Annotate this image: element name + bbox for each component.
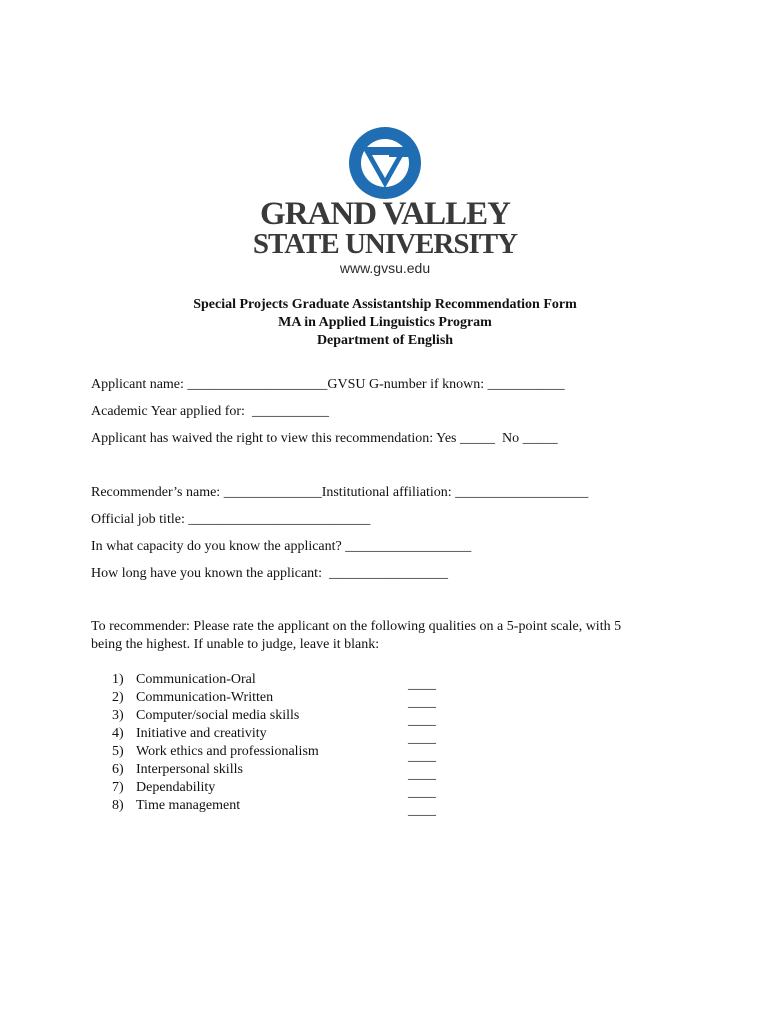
recommender-name-field[interactable]: Recommender’s name: ______________Institutional affiliation: ___________________ [91,485,589,500]
wordmark-line2: STATE UNIVERSITY [252,228,518,260]
list-item [112,725,319,743]
list-item [112,707,319,725]
list-item [112,671,319,689]
website-url: www.gvsu.edu [339,260,431,276]
rating-blank[interactable]: ____ [408,785,436,800]
item-label: Initiative and creativity [136,726,267,741]
academic-year-field[interactable]: Academic Year applied for: ___________ [91,404,329,419]
item-number: 4) [112,726,124,741]
item-label: Computer/social media skills [136,708,300,723]
qualities-list [112,671,319,815]
program-title: MA in Applied Linguistics Program [278,315,492,330]
gvsu-logo [0,126,770,200]
waiver-field[interactable]: Applicant has waived the right to view this recommendation: Yes _____ No _____ [91,431,558,446]
item-label: Communication-Oral [136,672,256,687]
instructions-line2: being the highest. If unable to judge, leave it blank: [91,637,380,652]
rating-blank[interactable]: ____ [408,695,436,710]
list-item [112,743,319,761]
rating-blank[interactable]: ____ [408,677,436,692]
list-item [112,761,319,779]
rating-blank[interactable]: ____ [408,803,436,818]
gvsu-emblem-icon [348,126,422,200]
list-item [112,779,319,797]
item-number: 2) [112,690,124,705]
item-label: Interpersonal skills [136,762,243,777]
rating-blank[interactable]: ____ [408,749,436,764]
instructions-line1: To recommender: Please rate the applicant on the following qualities on a 5-point scale, with 5 [91,619,622,634]
item-number: 7) [112,780,124,795]
rating-blank[interactable]: ____ [408,713,436,728]
rating-blank[interactable]: ____ [408,767,436,782]
rating-blanks [408,676,436,820]
item-label: Work ethics and professionalism [136,744,319,759]
item-label: Communication-Written [136,690,274,705]
list-item [112,689,319,707]
form-title: Special Projects Graduate Assistantship Recommendation Form [193,297,577,312]
department-title: Department of English [316,333,454,348]
job-title-field[interactable]: Official job title: __________________________ [91,512,371,527]
item-number: 1) [112,672,124,687]
item-number: 5) [112,744,124,759]
list-item [112,797,319,815]
item-label: Time management [136,798,241,813]
applicant-name-field[interactable]: Applicant name: ____________________GVSU G-number if known: ___________ [91,377,565,392]
item-number: 8) [112,798,124,813]
item-number: 6) [112,762,124,777]
item-label: Dependability [136,780,216,795]
form-title-block [0,296,770,350]
capacity-field[interactable]: In what capacity do you know the applicant? __________________ [91,539,472,554]
duration-field[interactable]: How long have you known the applicant: _________________ [91,566,448,581]
wordmark-line1: GRAND VALLEY [260,196,510,232]
rating-blank[interactable]: ____ [408,731,436,746]
item-number: 3) [112,708,124,723]
